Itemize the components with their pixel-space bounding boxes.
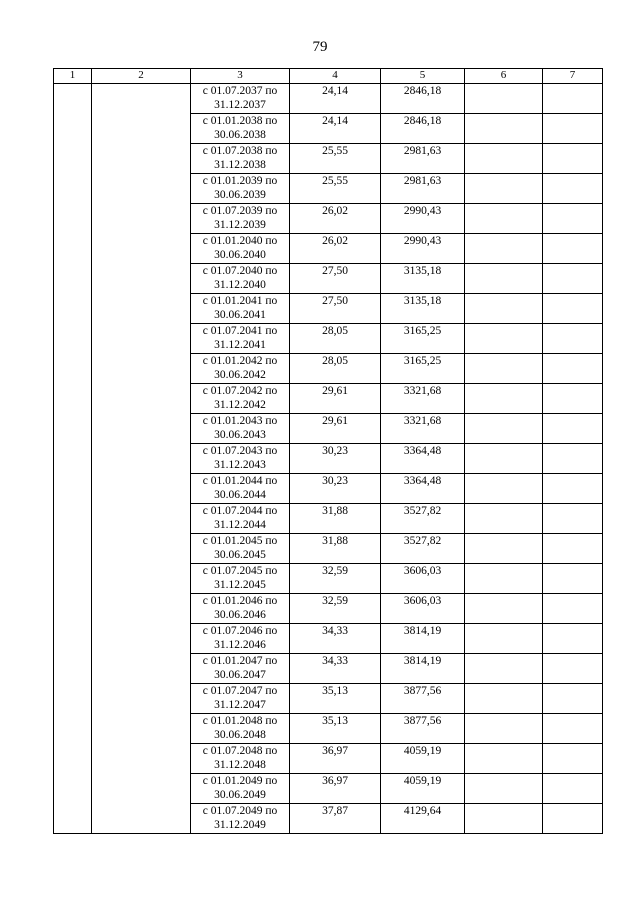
period-to: 31.12.2039 bbox=[214, 219, 266, 231]
column-7-cell bbox=[543, 534, 603, 564]
amount-cell: 3527,82 bbox=[381, 534, 465, 564]
period-cell bbox=[191, 234, 290, 264]
period-from: с 01.01.2047 по bbox=[202, 655, 278, 667]
rate-cell: 31,88 bbox=[290, 534, 381, 564]
amount-cell: 4059,19 bbox=[381, 744, 465, 774]
column-7-cell bbox=[543, 504, 603, 534]
period-from: с 01.01.2041 по bbox=[202, 295, 278, 307]
period-to: 31.12.2048 bbox=[214, 759, 266, 771]
tariff-table bbox=[53, 68, 603, 834]
period-to: 30.06.2038 bbox=[214, 129, 266, 141]
column-6-cell bbox=[465, 294, 543, 324]
column-6-cell bbox=[465, 504, 543, 534]
amount-cell: 3877,56 bbox=[381, 684, 465, 714]
column-7-cell bbox=[543, 624, 603, 654]
rate-cell: 35,13 bbox=[290, 714, 381, 744]
rate-cell: 36,97 bbox=[290, 774, 381, 804]
rate-cell: 29,61 bbox=[290, 384, 381, 414]
period-to: 30.06.2044 bbox=[214, 489, 266, 501]
column-6-cell bbox=[465, 84, 543, 114]
rate-cell: 36,97 bbox=[290, 744, 381, 774]
amount-cell: 3606,03 bbox=[381, 594, 465, 624]
amount-cell: 3364,48 bbox=[381, 474, 465, 504]
column-6-cell bbox=[465, 414, 543, 444]
amount-cell: 2990,43 bbox=[381, 234, 465, 264]
amount-cell: 4059,19 bbox=[381, 774, 465, 804]
period-cell bbox=[191, 774, 290, 804]
period-from: с 01.07.2047 по bbox=[202, 685, 278, 697]
column-7-cell bbox=[543, 474, 603, 504]
column-6-cell bbox=[465, 654, 543, 684]
table-body bbox=[54, 84, 603, 834]
period-to: 30.06.2046 bbox=[214, 609, 266, 621]
period-from: с 01.01.2039 по bbox=[202, 175, 278, 187]
column-2-merged-cell bbox=[92, 84, 191, 834]
period-cell bbox=[191, 354, 290, 384]
period-cell bbox=[191, 204, 290, 234]
period-cell bbox=[191, 564, 290, 594]
period-to: 31.12.2038 bbox=[214, 159, 266, 171]
column-1-merged-cell bbox=[54, 84, 92, 834]
rate-cell: 28,05 bbox=[290, 354, 381, 384]
period-cell bbox=[191, 84, 290, 114]
period-from: с 01.01.2042 по bbox=[202, 355, 278, 367]
amount-cell: 3814,19 bbox=[381, 624, 465, 654]
header-cell-1: 1 bbox=[54, 69, 92, 84]
period-from: с 01.01.2040 по bbox=[202, 235, 278, 247]
period-to: 30.06.2043 bbox=[214, 429, 266, 441]
column-7-cell bbox=[543, 204, 603, 234]
amount-cell: 3135,18 bbox=[381, 294, 465, 324]
period-from: с 01.01.2038 по bbox=[202, 115, 278, 127]
period-from: с 01.07.2046 по bbox=[202, 625, 278, 637]
period-from: с 01.07.2040 по bbox=[202, 265, 278, 277]
period-to: 31.12.2043 bbox=[214, 459, 266, 471]
column-7-cell bbox=[543, 234, 603, 264]
period-cell bbox=[191, 114, 290, 144]
amount-cell: 3814,19 bbox=[381, 654, 465, 684]
period-to: 31.12.2044 bbox=[214, 519, 266, 531]
rate-cell: 27,50 bbox=[290, 294, 381, 324]
column-7-cell bbox=[543, 144, 603, 174]
column-6-cell bbox=[465, 564, 543, 594]
column-7-cell bbox=[543, 594, 603, 624]
column-7-cell bbox=[543, 324, 603, 354]
header-cell-7: 7 bbox=[543, 69, 603, 84]
period-cell bbox=[191, 324, 290, 354]
period-from: с 01.01.2043 по bbox=[202, 415, 278, 427]
period-from: с 01.01.2045 по bbox=[202, 535, 278, 547]
period-cell bbox=[191, 444, 290, 474]
period-cell bbox=[191, 474, 290, 504]
period-cell bbox=[191, 264, 290, 294]
period-cell bbox=[191, 594, 290, 624]
period-from: с 01.07.2049 по bbox=[202, 805, 278, 817]
column-6-cell bbox=[465, 114, 543, 144]
period-cell bbox=[191, 504, 290, 534]
period-cell bbox=[191, 144, 290, 174]
column-6-cell bbox=[465, 324, 543, 354]
period-to: 30.06.2040 bbox=[214, 249, 266, 261]
header-row bbox=[54, 69, 603, 84]
header-cell-2: 2 bbox=[92, 69, 191, 84]
column-7-cell bbox=[543, 354, 603, 384]
amount-cell: 3321,68 bbox=[381, 384, 465, 414]
column-7-cell bbox=[543, 564, 603, 594]
period-from: с 01.07.2037 по bbox=[202, 85, 278, 97]
period-to: 30.06.2045 bbox=[214, 549, 266, 561]
amount-cell: 2846,18 bbox=[381, 84, 465, 114]
period-to: 31.12.2042 bbox=[214, 399, 266, 411]
column-6-cell bbox=[465, 534, 543, 564]
amount-cell: 4129,64 bbox=[381, 804, 465, 834]
column-7-cell bbox=[543, 774, 603, 804]
rate-cell: 24,14 bbox=[290, 114, 381, 144]
column-7-cell bbox=[543, 654, 603, 684]
rate-cell: 25,55 bbox=[290, 144, 381, 174]
rate-cell: 26,02 bbox=[290, 204, 381, 234]
period-to: 31.12.2046 bbox=[214, 639, 266, 651]
amount-cell: 3135,18 bbox=[381, 264, 465, 294]
rate-cell: 32,59 bbox=[290, 594, 381, 624]
column-6-cell bbox=[465, 444, 543, 474]
column-6-cell bbox=[465, 684, 543, 714]
rate-cell: 24,14 bbox=[290, 84, 381, 114]
column-6-cell bbox=[465, 474, 543, 504]
column-6-cell bbox=[465, 384, 543, 414]
column-6-cell bbox=[465, 174, 543, 204]
table-row bbox=[54, 84, 603, 114]
header-cell-6: 6 bbox=[465, 69, 543, 84]
column-6-cell bbox=[465, 354, 543, 384]
period-from: с 01.01.2048 по bbox=[202, 715, 278, 727]
column-6-cell bbox=[465, 624, 543, 654]
amount-cell: 3527,82 bbox=[381, 504, 465, 534]
column-6-cell bbox=[465, 204, 543, 234]
rate-cell: 34,33 bbox=[290, 624, 381, 654]
period-cell bbox=[191, 534, 290, 564]
column-6-cell bbox=[465, 774, 543, 804]
period-from: с 01.07.2044 по bbox=[202, 505, 278, 517]
column-7-cell bbox=[543, 174, 603, 204]
period-from: с 01.07.2039 по bbox=[202, 205, 278, 217]
rate-cell: 37,87 bbox=[290, 804, 381, 834]
period-to: 30.06.2039 bbox=[214, 189, 266, 201]
rate-cell: 30,23 bbox=[290, 474, 381, 504]
period-from: с 01.01.2046 по bbox=[202, 595, 278, 607]
amount-cell: 3877,56 bbox=[381, 714, 465, 744]
period-cell bbox=[191, 414, 290, 444]
period-from: с 01.07.2041 по bbox=[202, 325, 278, 337]
period-from: с 01.01.2049 по bbox=[202, 775, 278, 787]
column-7-cell bbox=[543, 684, 603, 714]
period-cell bbox=[191, 174, 290, 204]
rate-cell: 25,55 bbox=[290, 174, 381, 204]
rate-cell: 35,13 bbox=[290, 684, 381, 714]
column-6-cell bbox=[465, 714, 543, 744]
period-cell bbox=[191, 624, 290, 654]
column-6-cell bbox=[465, 594, 543, 624]
amount-cell: 3606,03 bbox=[381, 564, 465, 594]
amount-cell: 2981,63 bbox=[381, 174, 465, 204]
period-to: 30.06.2048 bbox=[214, 729, 266, 741]
period-to: 31.12.2047 bbox=[214, 699, 266, 711]
period-cell bbox=[191, 804, 290, 834]
rate-cell: 30,23 bbox=[290, 444, 381, 474]
column-7-cell bbox=[543, 294, 603, 324]
column-7-cell bbox=[543, 84, 603, 114]
page-number: 79 bbox=[312, 39, 328, 55]
period-to: 31.12.2041 bbox=[214, 339, 266, 351]
rate-cell: 29,61 bbox=[290, 414, 381, 444]
amount-cell: 3364,48 bbox=[381, 444, 465, 474]
period-from: с 01.07.2038 по bbox=[202, 145, 278, 157]
rate-cell: 32,59 bbox=[290, 564, 381, 594]
header-cell-3: 3 bbox=[191, 69, 290, 84]
column-6-cell bbox=[465, 144, 543, 174]
header-cell-4: 4 bbox=[290, 69, 381, 84]
column-6-cell bbox=[465, 804, 543, 834]
period-from: с 01.07.2048 по bbox=[202, 745, 278, 757]
column-7-cell bbox=[543, 444, 603, 474]
amount-cell: 2846,18 bbox=[381, 114, 465, 144]
column-7-cell bbox=[543, 384, 603, 414]
column-6-cell bbox=[465, 744, 543, 774]
amount-cell: 2990,43 bbox=[381, 204, 465, 234]
column-7-cell bbox=[543, 744, 603, 774]
amount-cell: 3165,25 bbox=[381, 324, 465, 354]
column-6-cell bbox=[465, 234, 543, 264]
column-7-cell bbox=[543, 264, 603, 294]
column-6-cell bbox=[465, 264, 543, 294]
period-cell bbox=[191, 384, 290, 414]
period-from: с 01.07.2043 по bbox=[202, 445, 278, 457]
period-to: 31.12.2049 bbox=[214, 819, 266, 831]
period-from: с 01.07.2045 по bbox=[202, 565, 278, 577]
period-to: 30.06.2042 bbox=[214, 369, 266, 381]
rate-cell: 26,02 bbox=[290, 234, 381, 264]
rate-cell: 27,50 bbox=[290, 264, 381, 294]
column-7-cell bbox=[543, 804, 603, 834]
column-7-cell bbox=[543, 114, 603, 144]
header-cell-5: 5 bbox=[381, 69, 465, 84]
period-to: 31.12.2040 bbox=[214, 279, 266, 291]
period-from: с 01.01.2044 по bbox=[202, 475, 278, 487]
period-to: 30.06.2047 bbox=[214, 669, 266, 681]
period-cell bbox=[191, 684, 290, 714]
amount-cell: 2981,63 bbox=[381, 144, 465, 174]
column-7-cell bbox=[543, 714, 603, 744]
amount-cell: 3321,68 bbox=[381, 414, 465, 444]
period-from: с 01.07.2042 по bbox=[202, 385, 278, 397]
period-to: 30.06.2049 bbox=[214, 789, 266, 801]
rate-cell: 28,05 bbox=[290, 324, 381, 354]
period-to: 31.12.2045 bbox=[214, 579, 266, 591]
period-cell bbox=[191, 654, 290, 684]
period-cell bbox=[191, 714, 290, 744]
period-to: 31.12.2037 bbox=[214, 99, 266, 111]
period-cell bbox=[191, 294, 290, 324]
rate-cell: 34,33 bbox=[290, 654, 381, 684]
period-cell bbox=[191, 744, 290, 774]
rate-cell: 31,88 bbox=[290, 504, 381, 534]
amount-cell: 3165,25 bbox=[381, 354, 465, 384]
period-to: 30.06.2041 bbox=[214, 309, 266, 321]
column-7-cell bbox=[543, 414, 603, 444]
